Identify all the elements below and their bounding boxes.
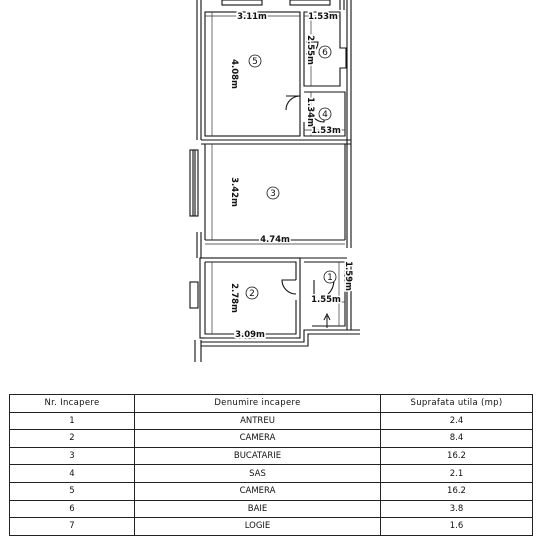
cell-name: BUCATARIE xyxy=(135,447,381,465)
cell-area: 2.1 xyxy=(381,465,533,483)
dim-label: 1.59m xyxy=(343,261,353,291)
window-top-left xyxy=(222,0,262,5)
door-room2 xyxy=(282,280,296,294)
cell-area: 16.2 xyxy=(381,482,533,500)
outer-wall-bottom-left xyxy=(195,340,201,362)
header-room-name: Denumire incapere xyxy=(135,395,381,413)
cell-name: LOGIE xyxy=(135,518,381,536)
window-right xyxy=(340,0,344,10)
table-row xyxy=(10,500,533,518)
dim-label: 1.53m xyxy=(311,126,341,136)
cell-area: 3.8 xyxy=(381,500,533,518)
dim-label: 2.55m xyxy=(305,35,315,65)
header-room-number: Nr. Incapere xyxy=(10,395,135,413)
cell-number: 6 xyxy=(10,500,135,518)
room-number: 1 xyxy=(327,273,333,283)
table-row xyxy=(10,518,533,536)
dim-label: 1.34m xyxy=(305,97,315,127)
dim-label: 3.11m xyxy=(237,12,267,22)
cell-name: ANTREU xyxy=(135,412,381,430)
wall-line xyxy=(201,140,351,144)
header-area: Suprafata utila (mp) xyxy=(381,395,533,413)
door-room5 xyxy=(286,96,300,110)
room-number: 6 xyxy=(322,48,328,58)
room-number: 3 xyxy=(270,189,276,199)
window-room2 xyxy=(190,282,198,308)
room-number: 2 xyxy=(249,289,255,299)
cell-name: BAIE xyxy=(135,500,381,518)
table-header-row xyxy=(10,395,533,413)
cell-number: 7 xyxy=(10,518,135,536)
room-5-outline xyxy=(205,12,300,136)
dim-label: 3.42m xyxy=(229,177,239,207)
cell-number: 1 xyxy=(10,412,135,430)
cell-area: 1.6 xyxy=(381,518,533,536)
cell-name: CAMERA xyxy=(135,482,381,500)
dim-label: 4.74m xyxy=(260,235,290,245)
room-number: 5 xyxy=(252,57,258,67)
window-left xyxy=(190,150,198,216)
cell-number: 2 xyxy=(10,430,135,448)
cell-area: 8.4 xyxy=(381,430,533,448)
room-area-table xyxy=(9,394,533,536)
dim-label: 1.55m xyxy=(311,295,341,305)
table-row xyxy=(10,482,533,500)
table-row xyxy=(10,465,533,483)
dim-label: 1.53m xyxy=(308,12,338,22)
cell-number: 4 xyxy=(10,465,135,483)
cell-name: SAS xyxy=(135,465,381,483)
room-1-outline xyxy=(300,258,347,326)
cell-area: 16.2 xyxy=(381,447,533,465)
window-left-lines xyxy=(193,150,195,216)
dim-label: 3.09m xyxy=(235,330,265,340)
cell-name: CAMERA xyxy=(135,430,381,448)
dim-label: 2.78m xyxy=(229,283,239,313)
table-row xyxy=(10,430,533,448)
cell-area: 2.4 xyxy=(381,412,533,430)
outer-wall-right xyxy=(347,0,351,140)
outer-wall-right-mid xyxy=(347,140,351,248)
dim-label: 4.08m xyxy=(229,59,239,89)
outer-wall-left-lower xyxy=(197,232,201,258)
room-number: 4 xyxy=(322,110,328,120)
table-row xyxy=(10,447,533,465)
cell-number: 3 xyxy=(10,447,135,465)
window-top-right xyxy=(290,0,330,5)
outer-wall xyxy=(197,0,201,140)
cell-number: 5 xyxy=(10,482,135,500)
table-row xyxy=(10,412,533,430)
